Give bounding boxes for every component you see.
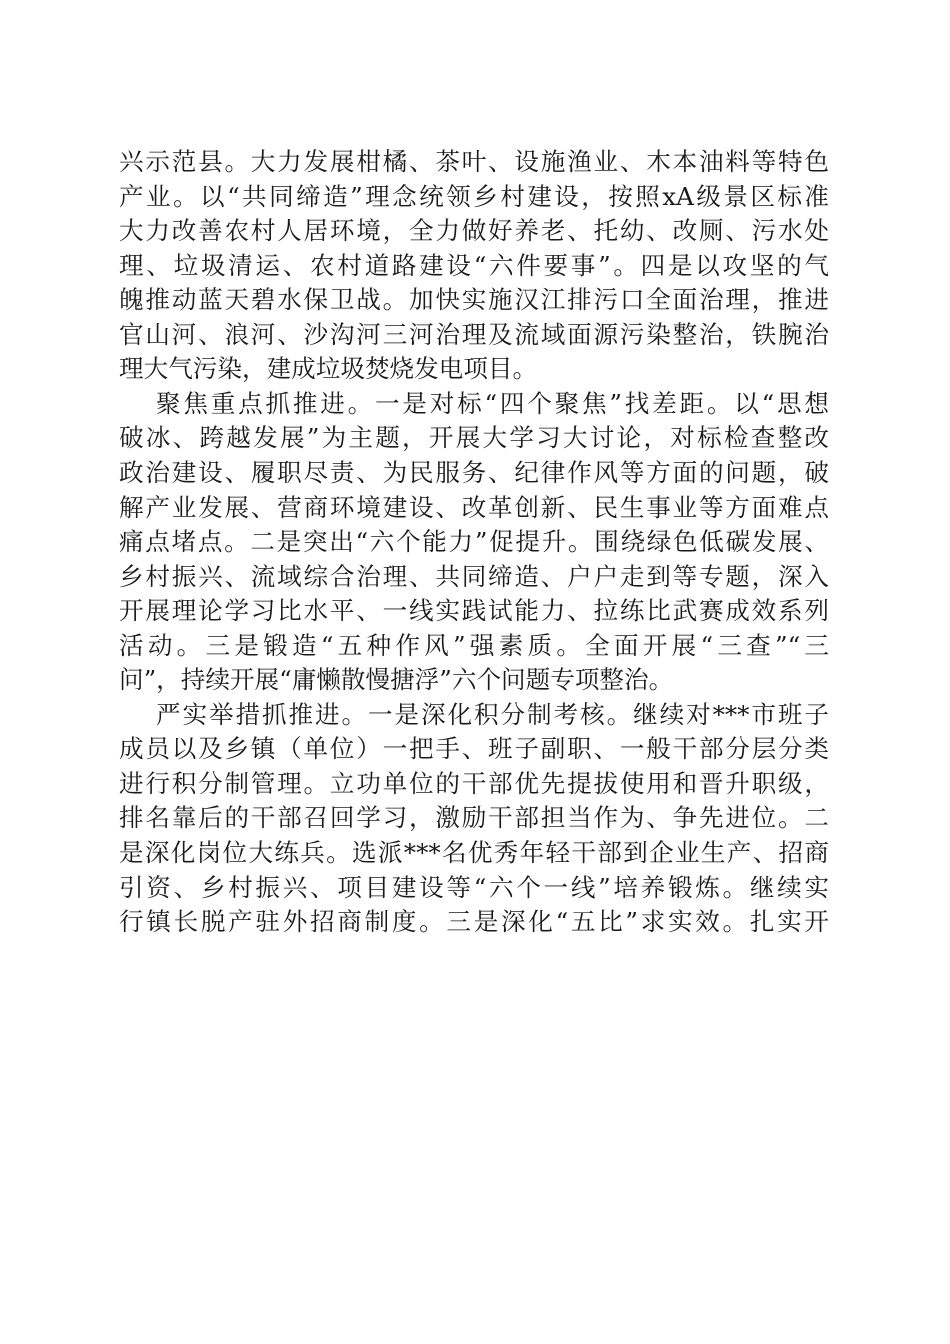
text-line: 进行积分制管理。立功单位的干部优先提拔使用和晋升职级， [119,768,829,798]
text-line: 严实举措抓推进。一是深化积分制考核。继续对***市班子 [156,699,829,729]
text-line: 兴示范县。大力发展柑橘、茶叶、设施渔业、木本油料等特色 [119,147,829,176]
text-line: 排名靠后的干部召回学习，激励干部担当作为、争先进位。二 [119,803,829,833]
text-line: 引资、乡村振兴、项目建设等“六个一线”培养锻炼。继续实 [119,872,829,902]
text-line: 理大气污染，建成垃圾焚烧发电项目。 [119,354,538,384]
text-line: 聚焦重点抓推进。一是对标“四个聚焦”找差距。以“思想 [156,388,829,418]
text-line: 理、垃圾清运、农村道路建设“六件要事”。四是以攻坚的气 [119,250,829,280]
text-line: 是深化岗位大练兵。选派***名优秀年轻干部到企业生产、招商 [119,838,829,867]
text-line: 活动。三是锻造“五种作风”强素质。全面开展“三查”“三 [119,630,829,660]
text-line: 乡村振兴、流域综合治理、共同缔造、户户走到等专题，深入 [119,561,829,591]
text-line: 破冰、跨越发展”为主题，开展大学习大讨论，对标检查整改 [119,423,829,453]
text-line: 开展理论学习比水平、一线实践试能力、拉练比武赛成效系列 [119,596,829,626]
text-line: 成员以及乡镇（单位）一把手、班子副职、一般干部分层分类 [119,734,829,764]
text-line: 行镇长脱产驻外招商制度。三是深化“五比”求实效。扎实开 [119,907,829,937]
text-line: 魄推动蓝天碧水保卫战。加快实施汉江排污口全面治理，推进 [119,285,829,315]
text-line: 政治建设、履职尽责、为民服务、纪律作风等方面的问题，破 [119,457,829,487]
text-line: 痛点堵点。二是突出“六个能力”促提升。围绕绿色低碳发展、 [119,527,829,557]
text-line: 问”，持续开展“庸懒散慢搪浮”六个问题专项整治。 [119,665,674,695]
text-line: 解产业发展、营商环境建设、改革创新、民生事业等方面难点 [119,492,829,522]
text-line: 大力改善农村人居环境，全力做好养老、托幼、改厕、污水处 [119,216,829,246]
text-line: 官山河、浪河、沙沟河三河治理及流域面源污染整治，铁腕治 [119,319,829,349]
text-line: 产业。以“共同缔造”理念统领乡村建设，按照xA级景区标准 [119,181,829,211]
